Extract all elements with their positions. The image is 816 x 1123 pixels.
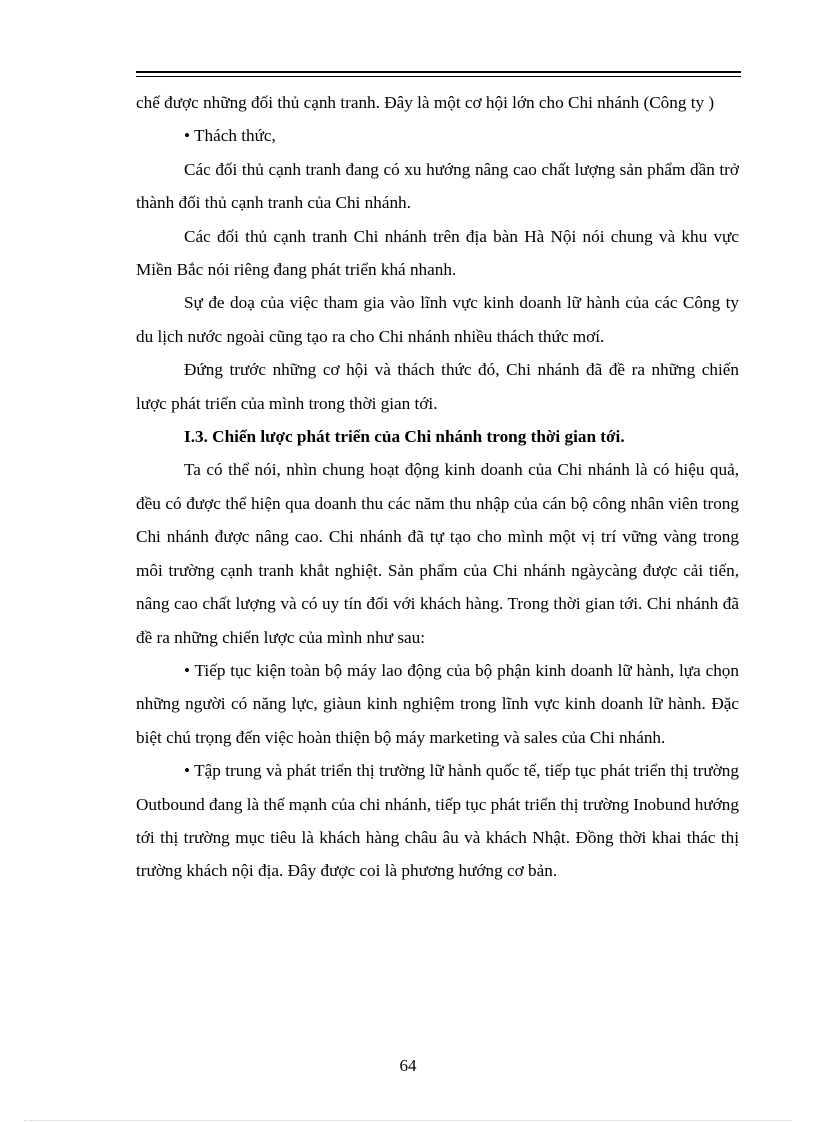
paragraph: • Tập trung và phát triển thị trường lữ hành quốc tế, tiếp tục phát triển thị trường Outbound đang là thế mạnh của chi nhánh, tiếp tục phát triển thị trường Inobund hướng tới thị trường mục tiêu là khách hàng châu âu và khách Nhật. Đồng thời khai thác thị trường khách nội địa. Đây được coi là phương hướng cơ bản. (136, 761, 739, 881)
header-rule-thin (136, 76, 741, 77)
page-bottom-border (24, 1120, 792, 1121)
paragraph: Ta có thể nói, nhìn chung hoạt động kinh doanh của Chi nhánh là có hiệu quả, đều có được thể hiện qua doanh thu các năm thu nhập của cán bộ công nhân viên trong Chi nhánh được nâng cao. Chi nhánh đã tự tạo cho mình một vị trí vững vàng trong môi trường cạnh tranh khắt nghiệt. Sản phẩm của Chi nhánh ngàycàng được cải tiến, nâng cao chất lượng và có uy tín đối với khách hàng. Trong thời gian tới. Chi nhánh đã đề ra những chiến lược của mình như sau: (136, 460, 739, 647)
paragraph: Các đối thủ cạnh tranh đang có xu hướng nâng cao chất lượng sản phẩm dần trở thành đối thủ cạnh tranh của Chi nhánh. (136, 159, 739, 213)
page-body (136, 86, 739, 888)
paragraph: • Thách thức, (184, 126, 276, 146)
paragraph: chế được những đối thủ cạnh tranh. Đây là một cơ hội lớn cho Chi nhánh (Công ty ) (136, 93, 715, 112)
paragraph: Các đối thủ cạnh tranh Chi nhánh trên địa bàn Hà Nội nói chung và khu vực Miền Bắc nói riêng đang phát triển khá nhanh. (136, 226, 739, 280)
paragraph: Sự đe doạ của việc tham gia vào lĩnh vực kinh doanh lữ hành của các Công ty du lịch nước ngoài cũng tạo ra cho Chi nhánh nhiều thách thức mơí. (136, 293, 739, 346)
paragraph: Đứng trước những cơ hội và thách thức đó, Chi nhánh đã đề ra những chiến lược phát triển của mình trong thời gian tới. (136, 360, 739, 413)
section-heading: I.3. Chiến lược phát triển của Chi nhánh trong thời gian tới. (184, 427, 625, 447)
paragraph: • Tiếp tục kiện toàn bộ máy lao động của bộ phận kinh doanh lữ hành, lựa chọn những người có năng lực, giàun kinh nghiệm trong lĩnh vực kinh doanh lữ hành. Đặc biệt chú trọng đến việc hoàn thiện bộ máy marketing và sales của Chi nhánh. (136, 660, 739, 747)
header-rule-thick (136, 71, 741, 73)
page-number: 64 (399, 1056, 417, 1075)
